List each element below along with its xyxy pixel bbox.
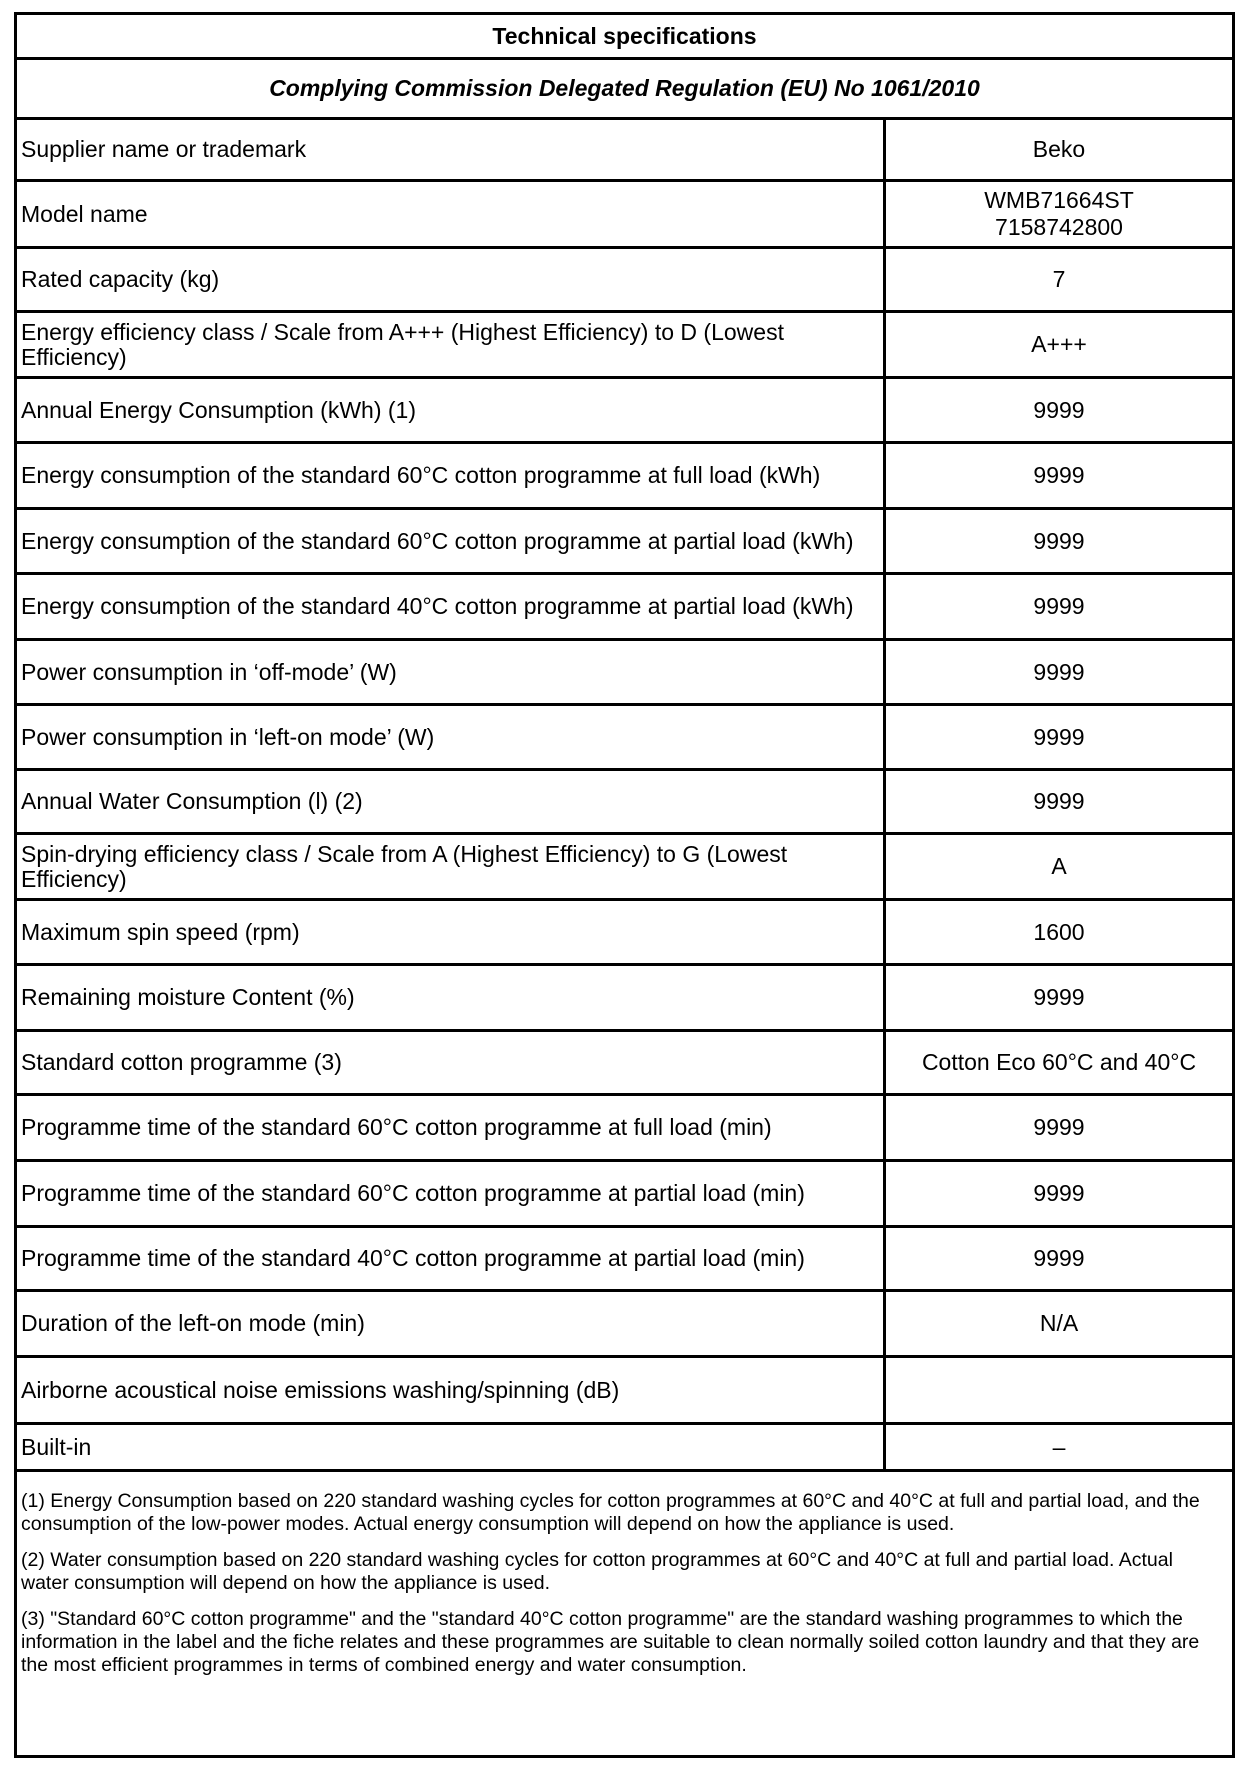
spec-label: Airborne acoustical noise emissions washing/spinning (dB) — [17, 1358, 886, 1422]
spec-label: Standard cotton programme (3) — [17, 1032, 886, 1093]
spec-value: 9999 — [1033, 396, 1085, 423]
spec-label: Programme time of the standard 60°C cotton programme at partial load (min) — [17, 1162, 886, 1225]
spec-value: 9999 — [1033, 1114, 1085, 1140]
spec-row — [17, 835, 1232, 901]
spec-row — [17, 966, 1232, 1032]
spec-label: Spin-drying efficiency class / Scale from A (Highest Efficiency) to G (Lowest Efficiency) — [17, 835, 886, 898]
spec-value: 9999 — [1033, 658, 1085, 685]
spec-value: WMB71664ST 7158742800 — [984, 187, 1134, 240]
spec-value: 9999 — [1033, 1180, 1085, 1206]
table-subtitle: Complying Commission Delegated Regulation (EU) No 1061/2010 — [17, 60, 1232, 120]
spec-row — [17, 1162, 1232, 1228]
spec-row — [17, 771, 1232, 835]
spec-row — [17, 1358, 1232, 1425]
spec-row — [17, 120, 1232, 182]
footnote-3: (3) "Standard 60°C cotton programme" and the "standard 40°C cotton programme" are the standard washing programmes to which the information in the label and the fiche relates and these programmes are suitable to clean normally soiled cotton laundry and that they are the most efficient programmes in terms of combined energy and water consumption. — [21, 1608, 1200, 1676]
spec-label: Maximum spin speed (rpm) — [17, 901, 886, 963]
spec-row — [17, 444, 1232, 510]
spec-label: Supplier name or trademark — [17, 120, 886, 179]
spec-row — [17, 510, 1232, 575]
spec-value: A — [1051, 853, 1067, 879]
spec-value: 7 — [1052, 266, 1066, 292]
spec-value: A+++ — [1031, 331, 1087, 357]
spec-label: Annual Water Consumption (l) (2) — [17, 771, 886, 832]
spec-row — [17, 249, 1232, 313]
spec-row — [17, 1292, 1232, 1358]
spec-row — [17, 901, 1232, 966]
spec-value: 9999 — [1033, 462, 1085, 488]
spec-label: Energy consumption of the standard 60°C cotton programme at partial load (kWh) — [17, 510, 886, 572]
spec-value: 1600 — [1033, 918, 1085, 945]
spec-row — [17, 1032, 1232, 1096]
spec-row — [17, 182, 1232, 249]
spec-label: Power consumption in ‘off-mode’ (W) — [17, 641, 886, 703]
spec-label: Programme time of the standard 60°C cotton programme at full load (min) — [17, 1096, 886, 1159]
spec-value: N/A — [1039, 1310, 1079, 1336]
spec-label: Annual Energy Consumption (kWh) (1) — [17, 379, 886, 441]
footnotes — [17, 1476, 1232, 1690]
spec-row — [17, 1228, 1232, 1292]
spec-label: Programme time of the standard 40°C cotton programme at partial load (min) — [17, 1228, 886, 1289]
spec-value: 9999 — [1033, 723, 1085, 750]
spec-label: Built-in — [17, 1425, 886, 1469]
spec-row — [17, 706, 1232, 771]
spec-row — [17, 1425, 1232, 1472]
spec-label: Energy efficiency class / Scale from A+++ (Highest Efficiency) to D (Lowest Efficiency) — [17, 313, 886, 376]
spec-value: 9999 — [1033, 1245, 1085, 1271]
spec-label: Power consumption in ‘left-on mode’ (W) — [17, 706, 886, 768]
spec-label: Energy consumption of the standard 60°C cotton programme at full load (kWh) — [17, 444, 886, 507]
footnote-2: (2) Water consumption based on 220 standard washing cycles for cotton programmes at 60°C and 40°C at full and partial load. Actual water consumption will depend on how the appliance is used. — [21, 1549, 1173, 1594]
table-title: Technical specifications — [17, 15, 1232, 60]
spec-value: Cotton Eco 60°C and 40°C — [921, 1049, 1197, 1075]
spec-row — [17, 641, 1232, 706]
spec-row — [17, 575, 1232, 641]
specifications-sheet — [14, 12, 1235, 1758]
spec-row — [17, 313, 1232, 379]
spec-label: Energy consumption of the standard 40°C cotton programme at partial load (kWh) — [17, 575, 886, 638]
spec-label: Duration of the left-on mode (min) — [17, 1292, 886, 1355]
spec-value: 9999 — [1033, 788, 1085, 814]
spec-row — [17, 379, 1232, 444]
spec-row — [17, 1096, 1232, 1162]
spec-value: 9999 — [1033, 527, 1085, 554]
spec-value: 9999 — [1033, 593, 1085, 619]
spec-value — [886, 1358, 1232, 1422]
spec-value: 9999 — [1033, 984, 1085, 1010]
footnote-1: (1) Energy Consumption based on 220 standard washing cycles for cotton programmes at 60°C and 40°C at full and partial load, and the consumption of the low-power modes. Actual energy consumption will depend on how the appliance is used. — [21, 1490, 1200, 1535]
spec-value: Beko — [1032, 136, 1086, 162]
spec-value: – — [1052, 1433, 1066, 1460]
spec-label: Model name — [17, 182, 886, 246]
spec-label: Rated capacity (kg) — [17, 249, 886, 310]
spec-label: Remaining moisture Content (%) — [17, 966, 886, 1029]
